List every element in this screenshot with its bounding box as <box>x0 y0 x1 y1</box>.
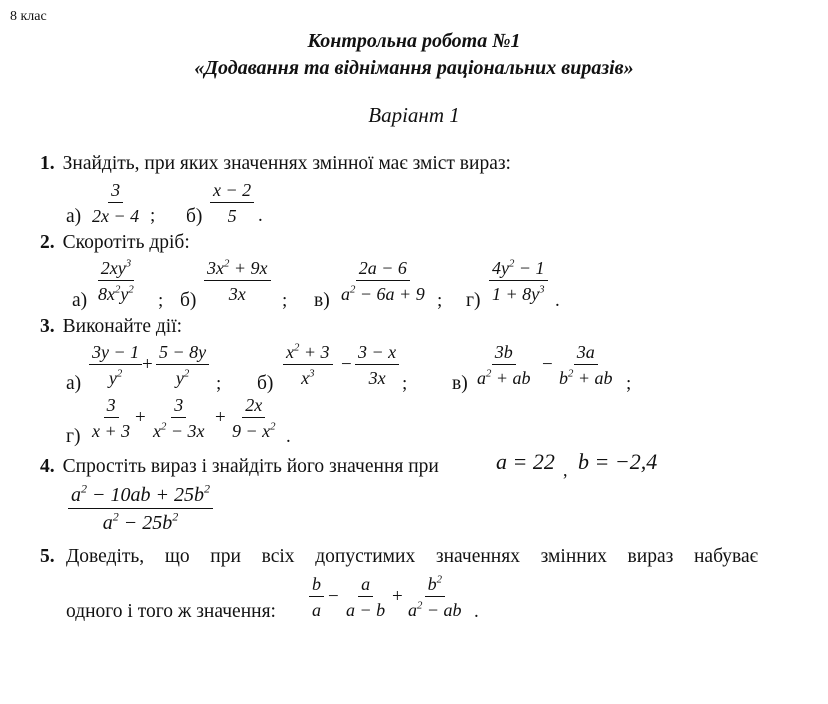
fraction-3g-1: 3 x + 3 <box>92 395 131 441</box>
semicolon: ; <box>158 290 164 311</box>
label-a: а) <box>72 290 88 311</box>
fraction-3v-2: 3a $b^2$ + ab <box>559 342 613 388</box>
plus-sign: + <box>215 407 226 428</box>
period: . <box>258 205 263 226</box>
fraction-2a: $2xy^3$ $8x^2y^2$ <box>98 257 134 304</box>
task-number: 2. <box>40 232 55 253</box>
fraction-3a-2: 5 − 8y $y^2$ <box>156 343 209 387</box>
task-text: Знайдіть, при яких значеннях змінної має зміст вираз: <box>62 153 511 174</box>
fraction-3g-3: 2x $9 - x^2$ <box>232 395 276 441</box>
task-text: Скоротіть дріб: <box>62 232 190 253</box>
semicolon: ; <box>626 373 632 394</box>
comma: , <box>563 460 568 480</box>
condition-a: a = 22 <box>496 449 555 474</box>
minus-sign: − <box>341 354 352 375</box>
label-a: а) <box>66 373 82 394</box>
fraction-5-2: a a − b <box>346 574 386 620</box>
label-b: б) <box>186 206 203 227</box>
semicolon: ; <box>402 373 408 394</box>
task-5-text-line2: одного і того ж значення: <box>66 601 276 622</box>
condition-b: b = −2,4 <box>578 449 658 474</box>
label-g: г) <box>66 426 81 447</box>
fraction-3b-1: $x^2 + 3$ $x^3$ <box>283 343 333 387</box>
fraction-2v: 2a − 6 $a^2 - 6a + 9$ <box>341 258 425 304</box>
task-text: Спростіть вираз і знайдіть його значення при <box>62 456 439 477</box>
fraction-2g: $4y^2 - 1$ $1 + 8y^3$ <box>489 259 548 303</box>
fraction-5-1: b a <box>309 575 324 619</box>
task-4 <box>40 456 439 478</box>
semicolon: ; <box>216 373 222 394</box>
task-number: 1. <box>40 153 55 174</box>
plus-sign: + <box>392 586 403 607</box>
label-a: а) <box>66 206 82 227</box>
test-subtitle: «Додавання та віднімання раціональних виразів» <box>194 57 634 79</box>
task-number: 4. <box>40 456 55 477</box>
fraction-2b: $3x^2 + 9x$ 3x <box>204 259 271 303</box>
variant-label: Варіант 1 <box>368 103 460 127</box>
minus-sign: − <box>328 586 339 607</box>
label-g: г) <box>466 290 481 311</box>
plus-sign: + <box>135 407 146 428</box>
fraction-5-3: $b^2$ $a^2$ − ab <box>408 573 462 620</box>
task-1 <box>40 153 511 175</box>
period: . <box>286 426 291 447</box>
period: . <box>474 601 479 622</box>
task-5-number: 5. <box>40 546 55 567</box>
label-v: в) <box>314 290 330 311</box>
grade-label: 8 клас <box>10 9 47 24</box>
task-number: 3. <box>40 316 55 337</box>
semicolon: ; <box>437 290 443 311</box>
fraction-1b: x − 2 5 <box>210 181 254 225</box>
task-5-text: Доведіть, що при всіх допустимих значеннях змінних вираз набуває <box>66 546 758 567</box>
test-title: Контрольна робота №1 <box>307 30 521 52</box>
fraction-3b-2: 3 − x 3x <box>355 343 399 387</box>
plus-sign: + <box>142 354 153 375</box>
task-text: Виконайте дії: <box>62 316 183 337</box>
label-v: в) <box>452 373 468 394</box>
minus-sign: − <box>542 354 553 375</box>
task-3 <box>40 316 182 338</box>
semicolon: ; <box>282 290 288 311</box>
label-b: б) <box>257 373 274 394</box>
period: . <box>555 290 560 311</box>
task-2 <box>40 232 190 254</box>
fraction-1a: 3 2x − 4 <box>92 180 140 226</box>
fraction-3v-1: 3b $a^2$ + ab <box>477 342 531 388</box>
fraction-3g-2: 3 $x^2 - 3x$ <box>153 395 205 441</box>
fraction-3a-1: 3y − 1 $y^2$ <box>89 343 142 387</box>
label-b: б) <box>180 290 197 311</box>
fraction-4: $a^2 - 10ab + 25b^2$ $a^2 - 25b^2$ <box>68 485 213 533</box>
semicolon: ; <box>150 205 156 226</box>
